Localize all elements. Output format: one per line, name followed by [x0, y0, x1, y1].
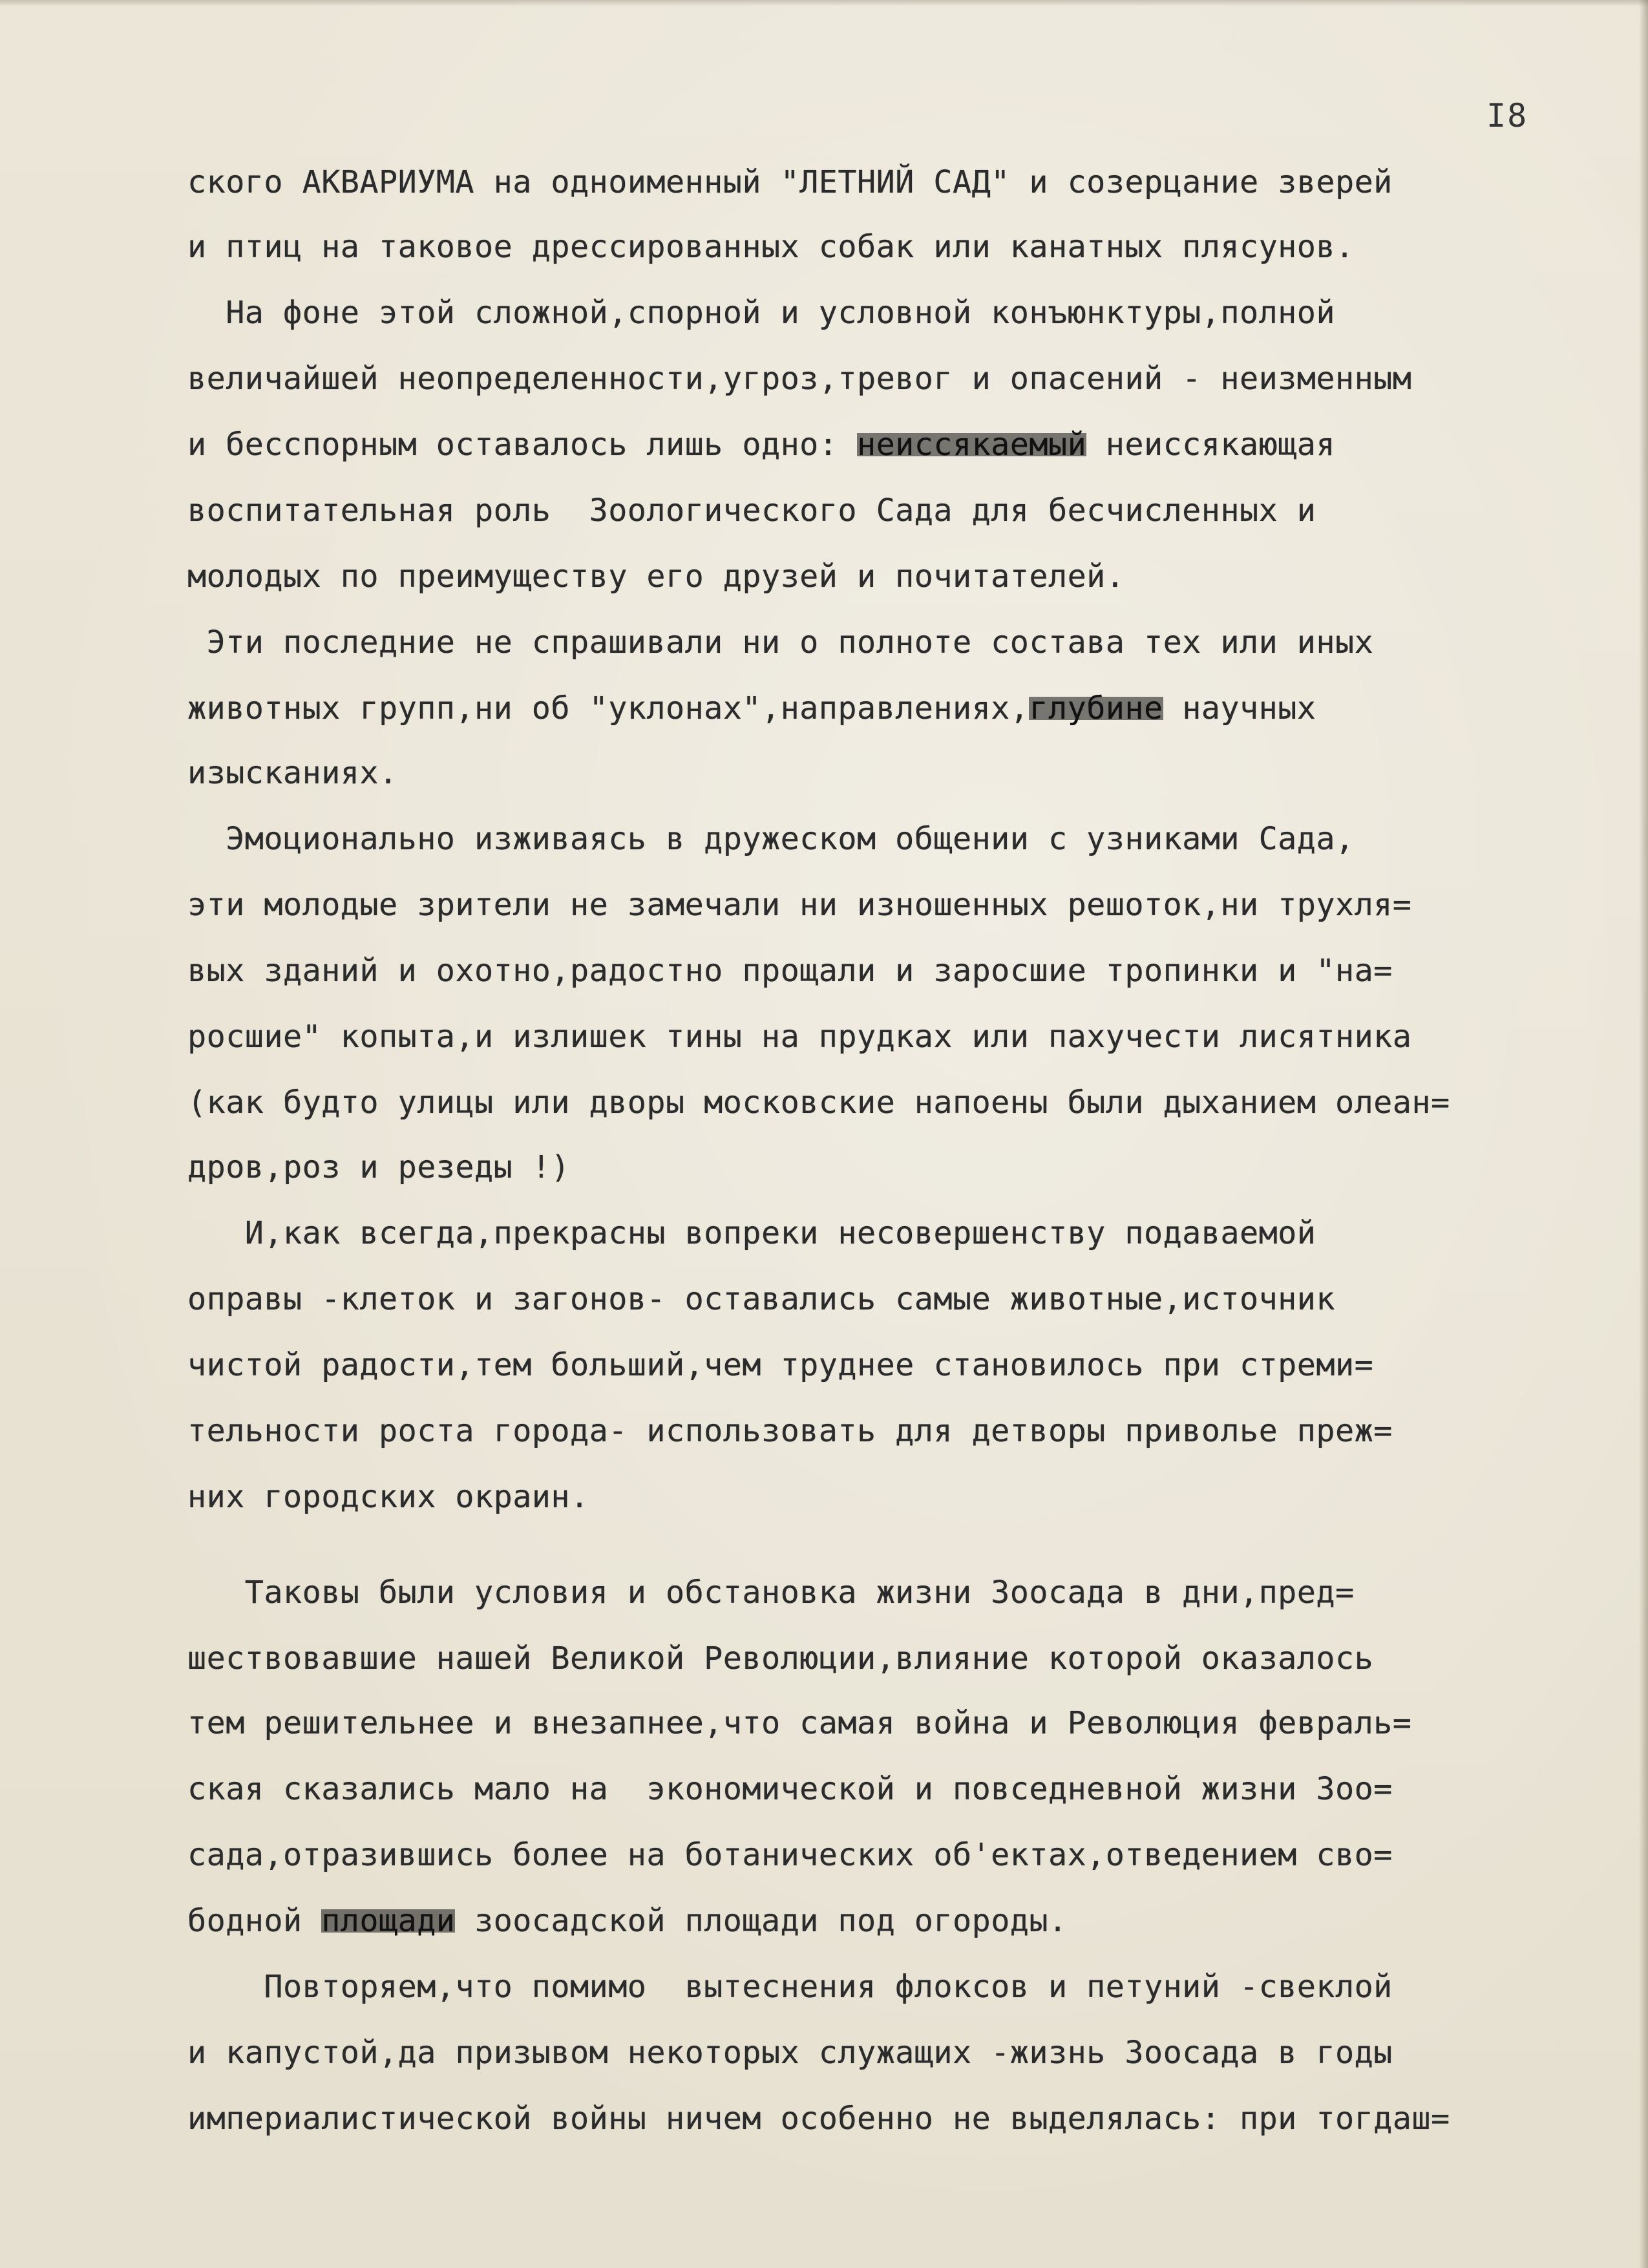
text-line-content: Повторяем,что помимо вытеснения флоксов и петуний -свеклой	[187, 1969, 1393, 2005]
text-line	[187, 1281, 1596, 1317]
text-line-content: шествовавшие нашей Великой Революции,влияние которой оказалось	[187, 1640, 1374, 1677]
text-line-continuation: научных	[1163, 690, 1316, 726]
text-line-content: ского АКВАРИУМА на одноименный "ЛЕТНИЙ САД" и созерцание зверей	[187, 164, 1393, 200]
text-line-content: империалистической войны ничем особенно не выделялась: при тогдаш=	[187, 2101, 1450, 2137]
page-number: I8	[1486, 97, 1528, 134]
text-line-content: изысканиях.	[187, 755, 398, 791]
text-line-content: росшие" копыта,и излишек тины на прудках или пахучести лисятника	[187, 1019, 1412, 1055]
text-line-content: и птиц на таковое дрессированных собак или канатных плясунов.	[187, 229, 1355, 265]
text-line	[187, 1215, 1596, 1251]
text-line-content: оправы -клеток и загонов- оставались самые животные,источник	[187, 1281, 1335, 1317]
text-line	[187, 1971, 1596, 2003]
text-line	[187, 2103, 1596, 2135]
text-line	[187, 1149, 1596, 1185]
text-line-content: эти молодые зрители не замечали ни изношенных решоток,ни трухля=	[187, 887, 1412, 923]
text-line	[187, 624, 1596, 661]
text-line	[187, 231, 1596, 263]
text-line-content: животных групп,ни об "уклонах",направлениях,	[187, 690, 1030, 726]
text-line-continuation: неиссякающая	[1086, 427, 1335, 463]
text-line	[187, 1574, 1596, 1611]
text-line	[187, 1415, 1596, 1447]
text-line	[187, 1905, 1596, 1937]
text-line	[187, 2037, 1596, 2069]
struck-out-word: неиссякаемый	[856, 427, 1087, 463]
text-line	[187, 1347, 1596, 1383]
text-line-content: И,как всегда,прекрасны вопреки несовершенству подаваемой	[187, 1215, 1316, 1251]
struck-out-word: глубине	[1029, 690, 1163, 726]
text-line-content: тельности роста города- использовать для детворы приволье преж=	[187, 1413, 1393, 1449]
text-line-content: сада,отразившись более на ботанических об'ектах,отведением сво=	[187, 1837, 1393, 1873]
text-line	[187, 889, 1596, 921]
text-line	[187, 1087, 1596, 1119]
text-line-content: Эмоционально изживаясь в дружеском общении с узниками Сада,	[187, 821, 1355, 857]
text-line	[187, 363, 1596, 395]
text-line-content: (как будто улицы или дворы московские напоены были дыханием олеан=	[187, 1085, 1450, 1121]
text-line-continuation: зоосадской площади под огороды.	[455, 1903, 1068, 1939]
text-line-content: них городских окраин.	[187, 1479, 589, 1515]
text-line-content: На фоне этой сложной,спорной и условной конъюнктуры,полной	[187, 295, 1335, 331]
text-line	[187, 823, 1596, 855]
text-line	[187, 690, 1596, 726]
text-line-content: Эти последние не спрашивали ни о полноте состава тех или иных	[187, 624, 1374, 661]
text-line	[187, 495, 1596, 527]
text-line-content: и капустой,да призывом некоторых служащих -жизнь Зоосада в годы	[187, 2035, 1393, 2071]
text-line	[187, 429, 1596, 461]
text-line	[187, 1705, 1596, 1741]
text-line	[187, 1771, 1596, 1807]
text-line	[187, 164, 1596, 200]
struck-out-word: площади	[321, 1903, 456, 1939]
text-line	[187, 955, 1596, 987]
text-line-content: вых зданий и охотно,радостно прощали и заросшие тропинки и "на=	[187, 953, 1393, 989]
text-line-content: ская сказались мало на экономической и повседневной жизни Зоо=	[187, 1771, 1393, 1807]
text-line	[187, 297, 1596, 329]
text-line	[187, 1839, 1596, 1871]
text-line	[187, 1640, 1596, 1677]
text-line-content: дров,роз и резеды !)	[187, 1149, 570, 1185]
text-line-content: Таковы были условия и обстановка жизни Зоосада в дни,пред=	[187, 1574, 1355, 1611]
text-line	[187, 755, 1596, 791]
text-line	[187, 558, 1596, 595]
text-line-content: тем решительнее и внезапнее,что самая война и Революция февраль=	[187, 1705, 1412, 1741]
text-line	[187, 1021, 1596, 1053]
text-line-content: бодной	[187, 1903, 322, 1939]
text-line-content: чистой радости,тем больший,чем труднее становилось при стреми=	[187, 1347, 1374, 1383]
text-line-content: молодых по преимуществу его друзей и почитателей.	[187, 558, 1125, 595]
text-line	[187, 1481, 1596, 1513]
text-line-content: воспитательная роль Зоологического Сада для бесчисленных и	[187, 493, 1316, 529]
text-line-content: величайшей неопределенности,угроз,тревог и опасений - неизменным	[187, 361, 1412, 397]
text-line-content: и бесспорным оставалось лишь одно:	[187, 427, 857, 463]
